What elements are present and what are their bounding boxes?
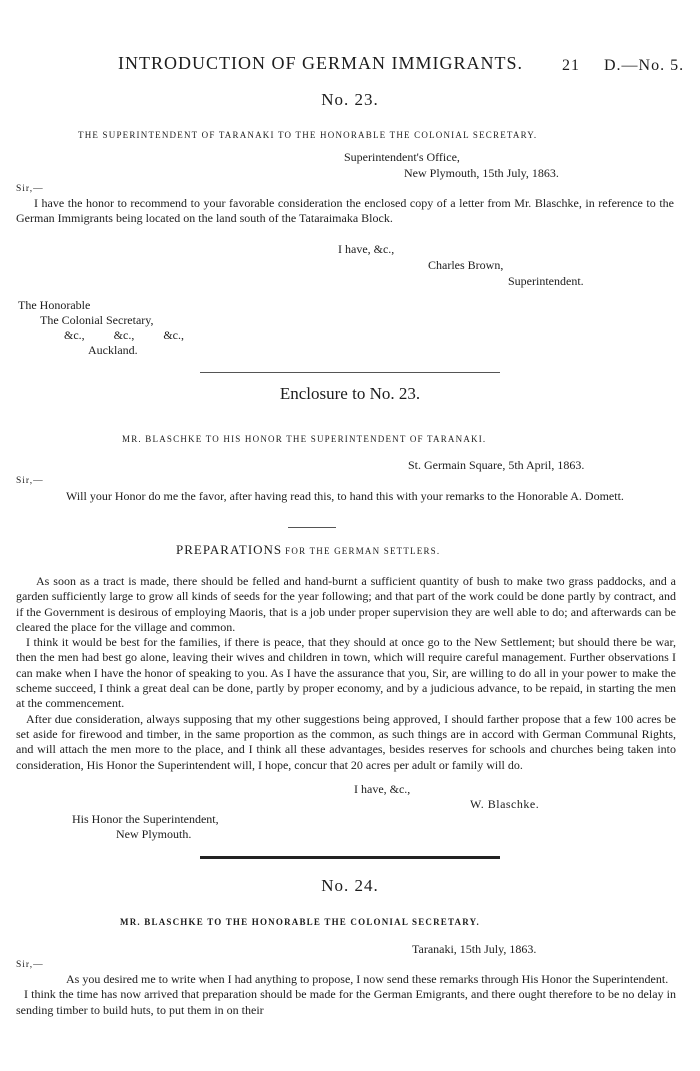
letter-23-closing: I have, &c., xyxy=(338,242,395,256)
enclosure-heading: Enclosure to No. 23. xyxy=(279,384,421,403)
preparations-text xyxy=(16,574,676,773)
signature-last: Brown, xyxy=(467,258,504,272)
preparations-heading xyxy=(176,542,440,559)
letter-23-office: Superintendent's Office, xyxy=(344,150,460,164)
enclosure-signature: W. Blaschke. xyxy=(470,797,540,811)
preparations-heading-main: PREPARATIONS xyxy=(176,542,283,557)
enclosure-addressee-1: His Honor the Superintendent, xyxy=(72,812,219,826)
letter-23-caption: THE SUPERINTENDENT OF TARANAKI TO THE HONORABLE THE COLONIAL SECRETARY. xyxy=(78,130,538,140)
letter-24-salutation: Sir,— xyxy=(16,960,44,970)
letter-24-body xyxy=(16,972,676,1018)
letter-23-addressee-2: The Colonial Secretary, xyxy=(40,313,154,327)
enclosure-addressee-2: New Plymouth. xyxy=(116,827,192,841)
letter-24-place-date: Taranaki, 15th July, 1863. xyxy=(412,942,537,956)
letter-23-addressee-3: &c., &c., &c., xyxy=(64,328,184,342)
preparations-para-3: After due consideration, always supposing that my other suggestions being approved, I should farther propose that a few 100 acres be set aside for firewood and timber, in the same proportion as the common, as such things are in accord with German Communal Rights, and will attach the men more to the place, and I think all these advantages, besides reserves for schools and churches being taken into consideration, His Honor the Superintendent will, I hope, concur that 20 acres per adult or family will do. xyxy=(16,711,676,772)
letter-24-number: No. 24. xyxy=(321,876,379,895)
letter-23-place-date: New Plymouth, 15th July, 1863. xyxy=(404,166,559,180)
letter-23-signature xyxy=(428,258,503,273)
preparations-heading-small: FOR THE GERMAN SETTLERS. xyxy=(285,546,441,556)
preparations-para-1: As soon as a tract is made, there should be felled and hand-burnt a sufficient quantity of bush to make two grass paddocks, and a garden sufficiently large to grow all kinds of seeds for the year following; and that part of the work could be done partly by contract, and if the Government is desirous of employing Maoris, that is a job under proper supervision they are well able to do; and afterwards can be cleared the place for the village and common. xyxy=(16,574,676,634)
letter-23-addressee-4: Auckland. xyxy=(88,343,138,357)
letter-24-body-2: I think the time has now arrived that preparation should be made for the German Emigrants, and there ought therefore to be no delay in sending timber to build huts, to put them in on their xyxy=(16,987,676,1017)
enclosure-body xyxy=(16,489,676,504)
letter-23-addressee-1: The Honorable xyxy=(18,298,91,312)
short-divider xyxy=(288,527,336,528)
preparations-para-2: I think it would be best for the families, if there is peace, that they should at once go to the New Settlement; but should there be war, then the men had best go alone, leaving their wives and children in town, which will require careful management. Further observations I can make when I have the honor of speaking to you. As I have the assurance that you, Sir, are willing to do all in your power to make the scheme succeed, I think a great deal can be done, partly by proper economy, and by a judicious advance, to be repaid, in starting the men at the commencement. xyxy=(16,635,676,711)
page-number: 21 xyxy=(562,57,580,74)
enclosure-body-text: Will your Honor do me the favor, after having read this, to hand this with your remarks to the Honorable A. Domett. xyxy=(66,489,624,503)
letter-24-caption: MR. BLASCHKE TO THE HONORABLE THE COLONIAL SECRETARY. xyxy=(120,917,480,927)
letter-23-body-text: I have the honor to recommend to your favorable consideration the enclosed copy of a letter from Mr. Blaschke, in reference to the German Immigrants being located on the land south of the Tataraimaka Block. xyxy=(16,196,674,226)
enclosure-closing: I have, &c., xyxy=(354,782,411,796)
signature-first: Charles xyxy=(428,258,465,272)
letter-23-signature-title: Superintendent. xyxy=(508,274,584,288)
thick-divider xyxy=(200,856,500,859)
letter-23-salutation: Sir,— xyxy=(16,184,44,194)
letter-23-body xyxy=(16,196,674,227)
enclosure-place-date: St. Germain Square, 5th April, 1863. xyxy=(408,458,585,472)
letter-24-body-1: As you desired me to write when I had anything to propose, I now send these remarks through His Honor the Superintendent. xyxy=(66,972,669,986)
enclosure-salutation: Sir,— xyxy=(16,476,44,486)
section-divider xyxy=(200,372,500,373)
document-reference: D.—No. 5. xyxy=(604,57,685,74)
running-header-title: INTRODUCTION OF GERMAN IMMIGRANTS. xyxy=(118,53,524,73)
enclosure-caption: MR. BLASCHKE TO HIS HONOR THE SUPERINTENDENT OF TARANAKI. xyxy=(122,434,487,444)
letter-23-number: No. 23. xyxy=(321,90,379,109)
